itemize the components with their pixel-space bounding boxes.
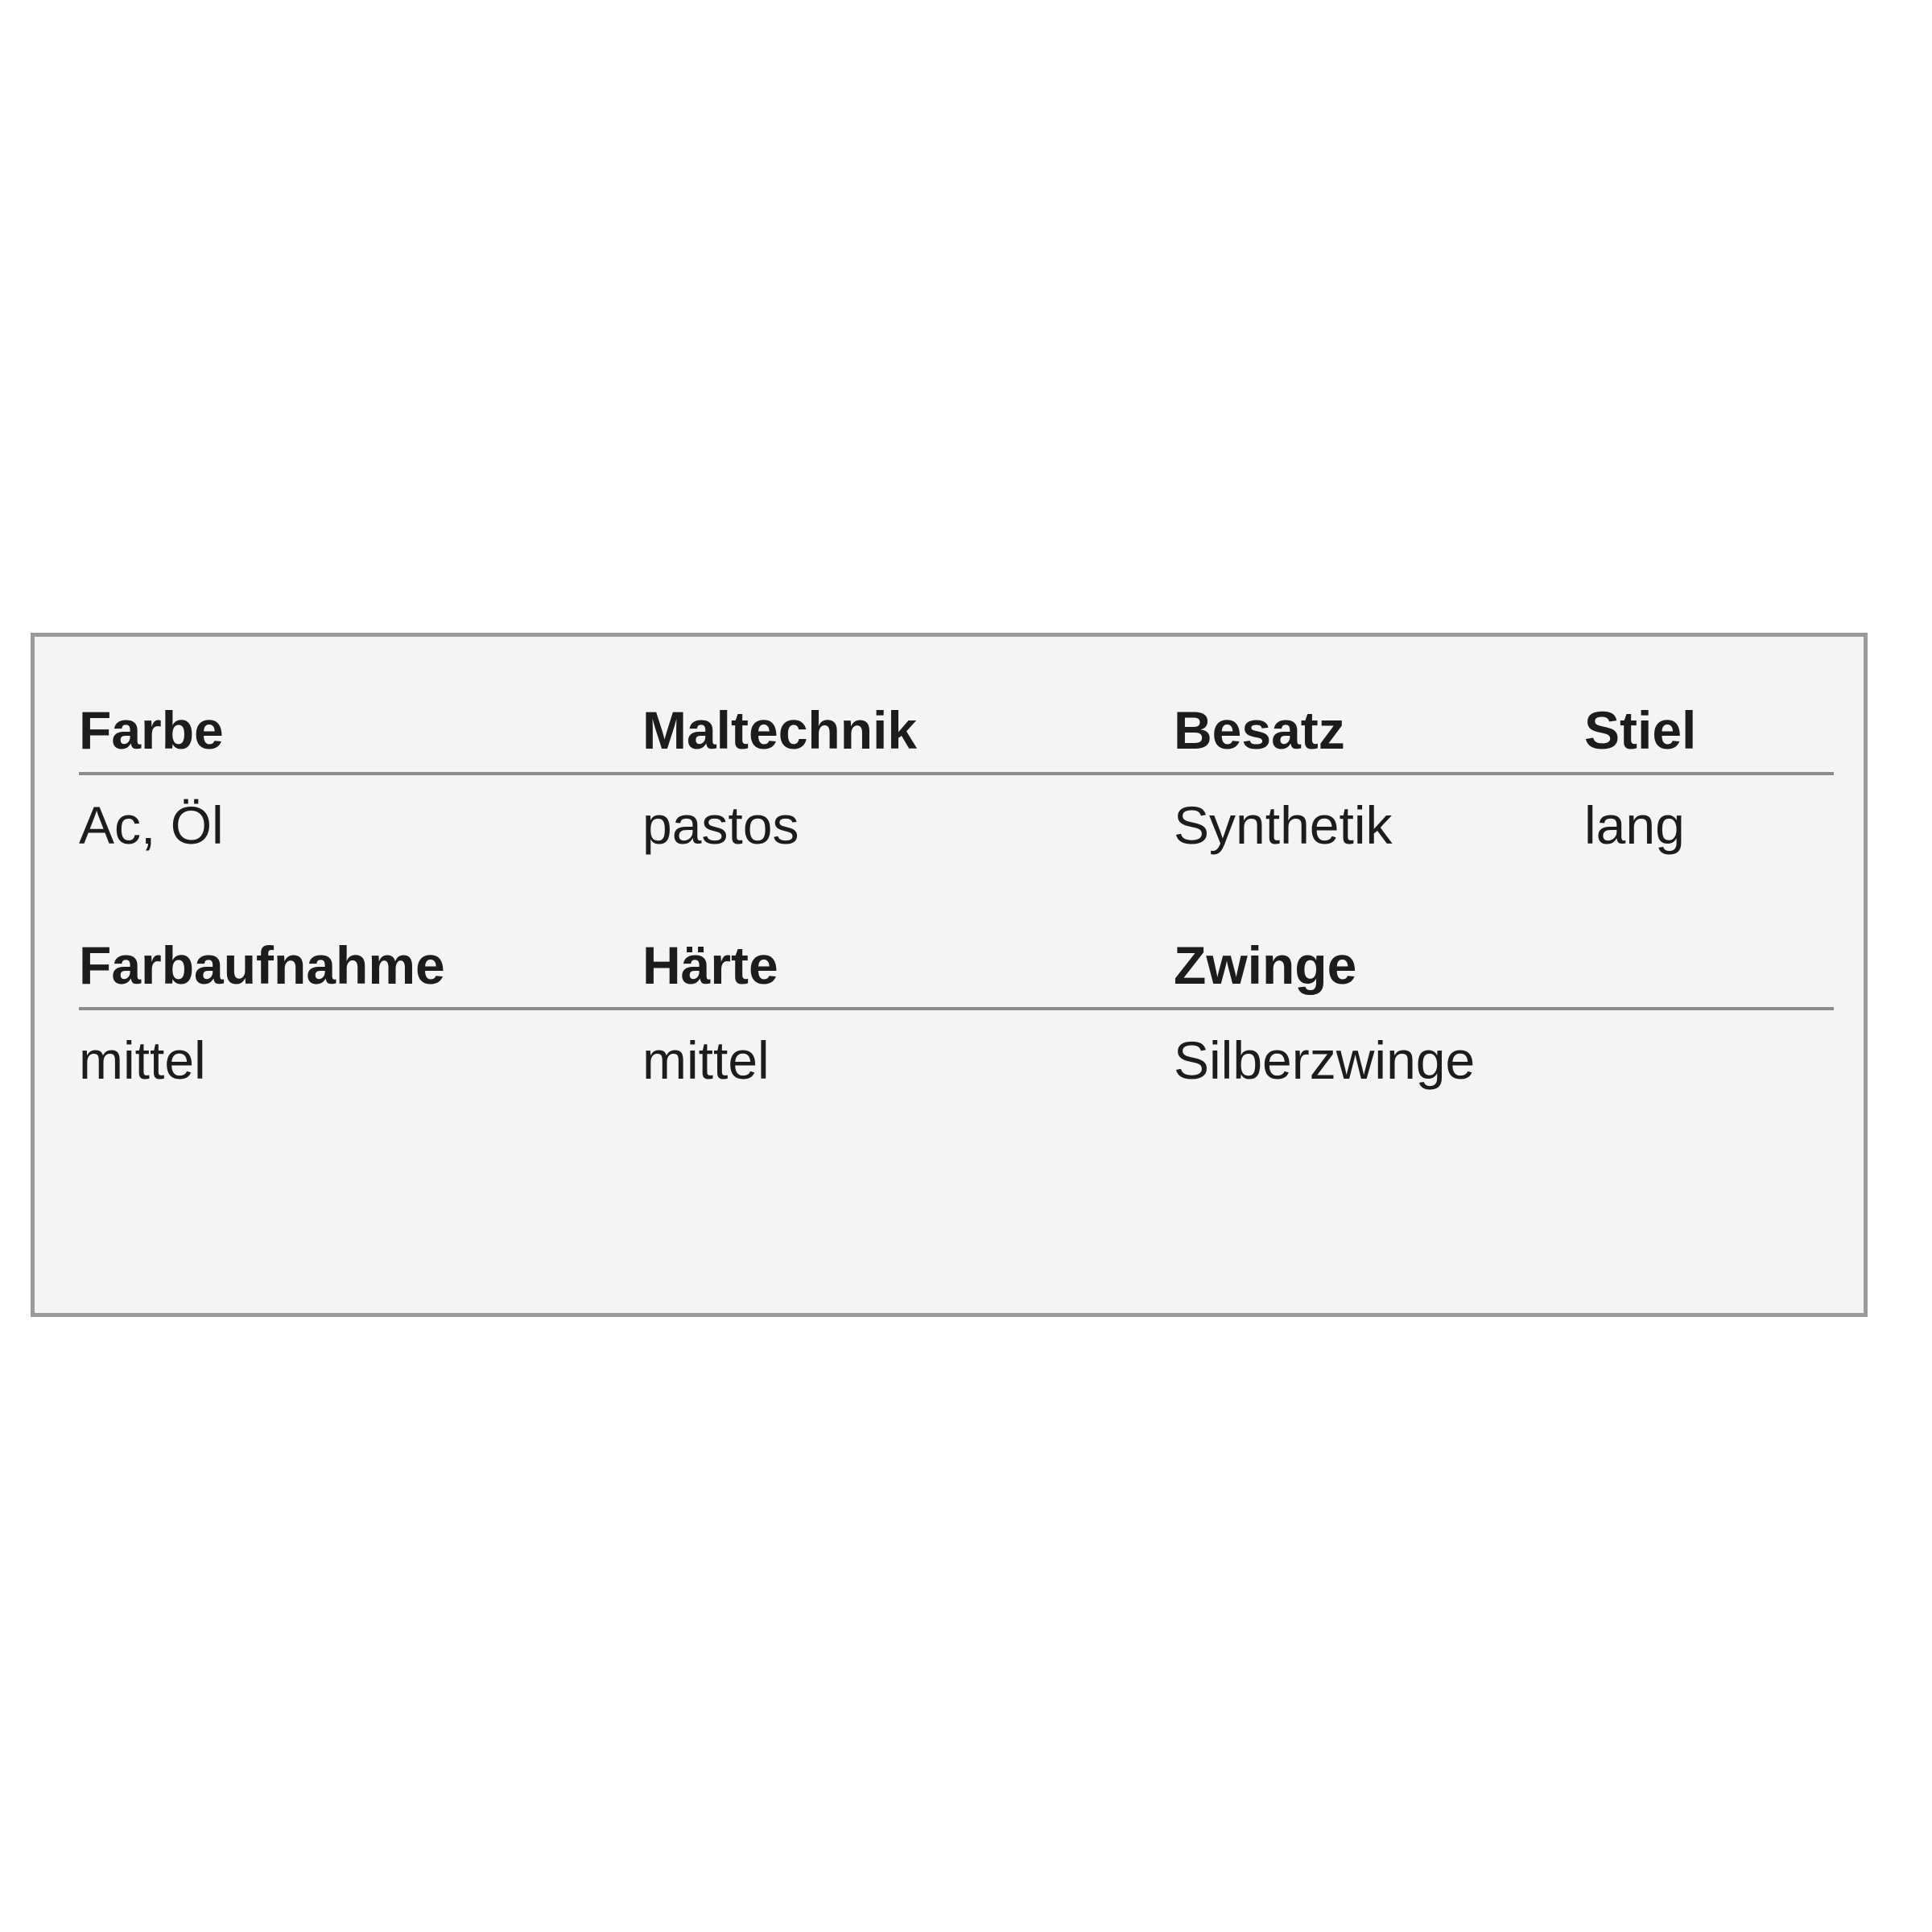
column-header-zwinge: Zwinge xyxy=(1174,936,1834,1009)
column-header-farbe: Farbe xyxy=(79,701,642,774)
cell-farbe-value: Ac, Öl xyxy=(79,795,224,855)
table-header-row xyxy=(79,936,1834,1009)
brush-properties-upper-table xyxy=(79,701,1834,856)
cell-besatz-value: Synthetik xyxy=(1174,795,1393,855)
table-row xyxy=(79,1009,1834,1091)
cell-farbaufnahme-value: mittel xyxy=(79,1030,206,1090)
specification-panel xyxy=(31,633,1868,1317)
cell-stiel-value: lang xyxy=(1584,795,1685,855)
cell-zwinge-value: Silberzwinge xyxy=(1174,1030,1476,1090)
cell-haerte-value: mittel xyxy=(642,1030,770,1090)
column-header-haerte: Härte xyxy=(642,936,1174,1009)
specification-panel-content xyxy=(79,701,1819,1091)
column-header-besatz: Besatz xyxy=(1174,701,1584,774)
table-header-row xyxy=(79,701,1834,774)
table-row xyxy=(79,774,1834,856)
cell-maltechnik-value: pastos xyxy=(642,795,799,855)
column-header-farbaufnahme: Farbaufnahme xyxy=(79,936,642,1009)
column-header-maltechnik: Maltechnik xyxy=(642,701,1174,774)
brush-properties-lower-table xyxy=(79,936,1834,1091)
column-header-stiel: Stiel xyxy=(1584,701,1834,774)
